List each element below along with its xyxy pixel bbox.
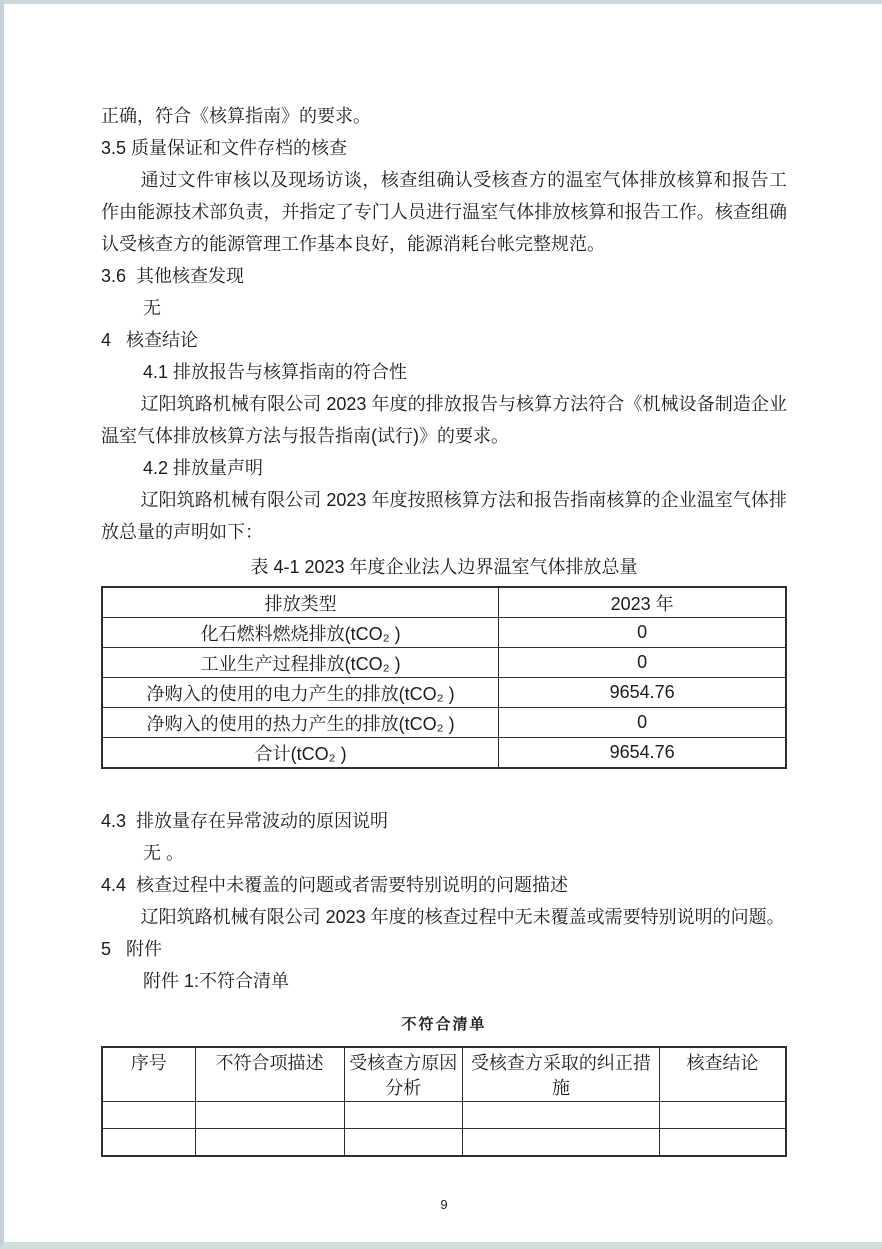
heading-5: 5 附件 xyxy=(101,939,163,959)
nc-col-conclusion: 核查结论 xyxy=(659,1047,786,1102)
nc-col-number: 序号 xyxy=(102,1047,195,1102)
empty-cell xyxy=(462,1129,659,1157)
emission-value-cell: 0 xyxy=(499,708,786,738)
nc-col-description: 不符合项描述 xyxy=(195,1047,344,1102)
empty-cell xyxy=(659,1129,786,1157)
empty-cell xyxy=(344,1129,462,1157)
paragraph-4-2-body: 辽阳筑路机械有限公司 2023 年度按照核算方法和报告指南核算的企业温室气体排放总量的声明如下： xyxy=(101,490,787,542)
nc-col-cause-analysis: 受核查方原因分析 xyxy=(344,1047,462,1102)
table-row xyxy=(102,1129,786,1157)
emission-type-cell: 化石燃料燃烧排放(tCO₂ ) xyxy=(102,618,499,648)
empty-cell xyxy=(195,1102,344,1129)
nc-col-corrective-action: 受核查方采取的纠正措施 xyxy=(462,1047,659,1102)
emission-value-cell: 0 xyxy=(499,618,786,648)
heading-3-5: 3.5 质量保证和文件存档的核查 xyxy=(101,138,348,158)
page-number: 9 xyxy=(440,1197,448,1212)
table-row xyxy=(102,738,786,769)
emission-col-year: 2023 年 xyxy=(499,587,786,618)
heading-4-3: 4.3 排放量存在异常波动的原因说明 xyxy=(101,811,389,831)
heading-3-6: 3.6 其他核查发现 xyxy=(101,266,245,286)
empty-cell xyxy=(344,1102,462,1129)
emission-col-type: 排放类型 xyxy=(102,587,499,618)
paragraph-guideline-requirement: 正确，符合《核算指南》的要求。 xyxy=(101,106,371,126)
emission-value-cell: 0 xyxy=(499,648,786,678)
paragraph-4-3-body: 无 。 xyxy=(143,843,185,863)
emission-value-cell: 9654.76 xyxy=(499,738,786,769)
empty-cell xyxy=(462,1102,659,1129)
paragraph-3-5-body: 通过文件审核以及现场访谈，核查组确认受核查方的温室气体排放核算和报告工作由能源技术部负责，并指定了专门人员进行温室气体排放核算和报告工作。核查组确认受核查方的能源管理工作基本良好，能源消耗台帐完整规范。 xyxy=(101,170,787,254)
emission-table xyxy=(101,586,787,769)
page-content xyxy=(101,100,787,1212)
emission-type-cell: 合计(tCO₂ ) xyxy=(102,738,499,769)
paragraph-3-6-body: 无 xyxy=(143,298,161,318)
empty-cell xyxy=(102,1102,195,1129)
emission-type-cell: 净购入的使用的热力产生的排放(tCO₂ ) xyxy=(102,708,499,738)
empty-cell xyxy=(102,1129,195,1157)
nonconformity-header-row xyxy=(102,1047,786,1102)
emission-type-cell: 工业生产过程排放(tCO₂ ) xyxy=(102,648,499,678)
paragraph-5-attachment: 附件 1:不符合清单 xyxy=(143,971,290,991)
emission-value-cell: 9654.76 xyxy=(499,678,786,708)
heading-4-1: 4.1 排放报告与核算指南的符合性 xyxy=(143,362,408,382)
table-row xyxy=(102,708,786,738)
heading-4: 4 核查结论 xyxy=(101,330,199,350)
heading-4-2: 4.2 排放量声明 xyxy=(143,458,264,478)
emission-table-caption: 表 4-1 2023 年度企业法人边界温室气体排放总量 xyxy=(250,557,638,577)
table-row xyxy=(102,648,786,678)
heading-4-4: 4.4 核查过程中未覆盖的问题或者需要特别说明的问题描述 xyxy=(101,875,569,895)
paragraph-4-1-body: 辽阳筑路机械有限公司 2023 年度的排放报告与核算方法符合《机械设备制造企业温室气体排放核算方法与报告指南(试行)》的要求。 xyxy=(101,394,787,446)
table-row xyxy=(102,678,786,708)
emission-type-cell: 净购入的使用的电力产生的排放(tCO₂ ) xyxy=(102,678,499,708)
empty-cell xyxy=(659,1102,786,1129)
emission-table-header-row xyxy=(102,587,786,618)
table-row xyxy=(102,618,786,648)
table-row xyxy=(102,1102,786,1129)
nonconformity-table xyxy=(101,1046,787,1157)
nonconformity-table-title: 不符合清单 xyxy=(401,1016,487,1033)
empty-cell xyxy=(195,1129,344,1157)
paragraph-4-4-body: 辽阳筑路机械有限公司 2023 年度的核查过程中无未覆盖或需要特别说明的问题。 xyxy=(140,907,785,927)
